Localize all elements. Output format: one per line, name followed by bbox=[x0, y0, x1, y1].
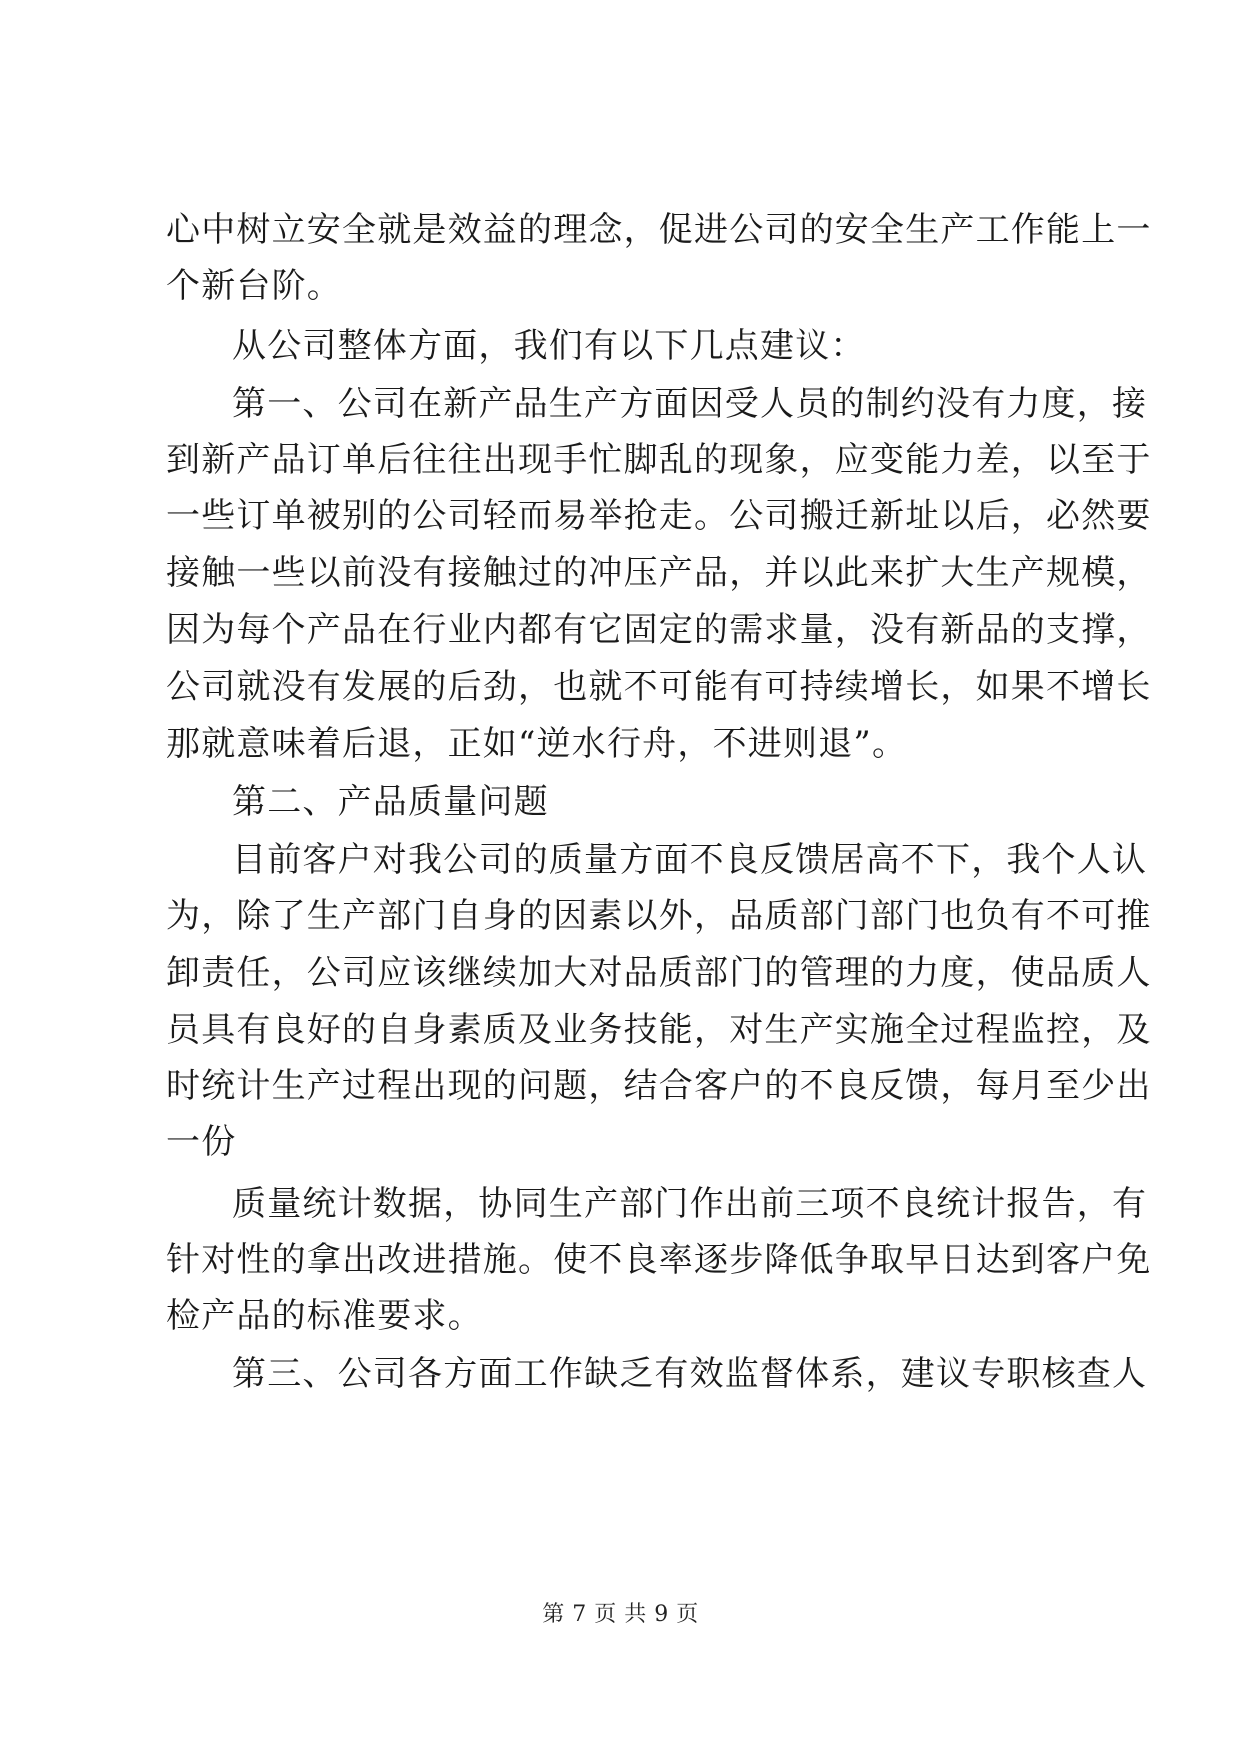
text-line: 一些订单被别的公司轻而易举抢走。公司搬迁新址以后，必然要 bbox=[166, 496, 1152, 536]
text-line: 针对性的拿出改进措施。使不良率逐步降低争取早日达到客户免 bbox=[166, 1240, 1152, 1280]
text-line: 为，除了生产部门自身的因素以外，品质部门部门也负有不可推 bbox=[166, 896, 1152, 936]
text-line: 员具有良好的自身素质及业务技能，对生产实施全过程监控，及 bbox=[166, 1010, 1152, 1050]
text-line: 时统计生产过程出现的问题，结合客户的不良反馈，每月至少出 bbox=[166, 1066, 1152, 1106]
paragraph-line: 第三、公司各方面工作缺乏有效监督体系，建议专职核查人 bbox=[232, 1354, 1148, 1394]
text-line: 个新台阶。 bbox=[166, 266, 342, 306]
paragraph-line: 第一、公司在新产品生产方面因受人员的制约没有力度，接 bbox=[232, 384, 1148, 424]
text-line: 检产品的标准要求。 bbox=[166, 1296, 483, 1336]
text-line: 因为每个产品在行业内都有它固定的需求量，没有新品的支撑， bbox=[166, 610, 1152, 650]
text-line: 心中树立安全就是效益的理念，促进公司的安全生产工作能上一 bbox=[166, 210, 1152, 250]
paragraph-line: 目前客户对我公司的质量方面不良反馈居高不下，我个人认 bbox=[232, 840, 1148, 880]
paragraph-line: 质量统计数据，协同生产部门作出前三项不良统计报告，有 bbox=[232, 1184, 1148, 1224]
section-heading: 第二、产品质量问题 bbox=[232, 782, 549, 822]
text-line: 公司就没有发展的后劲，也就不可能有可持续增长，如果不增长 bbox=[166, 667, 1152, 707]
text-line: 那就意味着后退，正如“逆水行舟，不进则退”。 bbox=[166, 724, 908, 764]
text-line: 卸责任，公司应该继续加大对品质部门的管理的力度，使品质人 bbox=[166, 953, 1152, 993]
text-line: 接触一些以前没有接触过的冲压产品，并以此来扩大生产规模， bbox=[166, 553, 1152, 593]
text-line: 到新产品订单后往往出现手忙脚乱的现象，应变能力差，以至于 bbox=[166, 440, 1152, 480]
page-footer: 第 7 页 共 9 页 bbox=[542, 1602, 699, 1627]
text-line: 一份 bbox=[166, 1122, 237, 1162]
paragraph-line: 从公司整体方面，我们有以下几点建议： bbox=[232, 326, 866, 366]
